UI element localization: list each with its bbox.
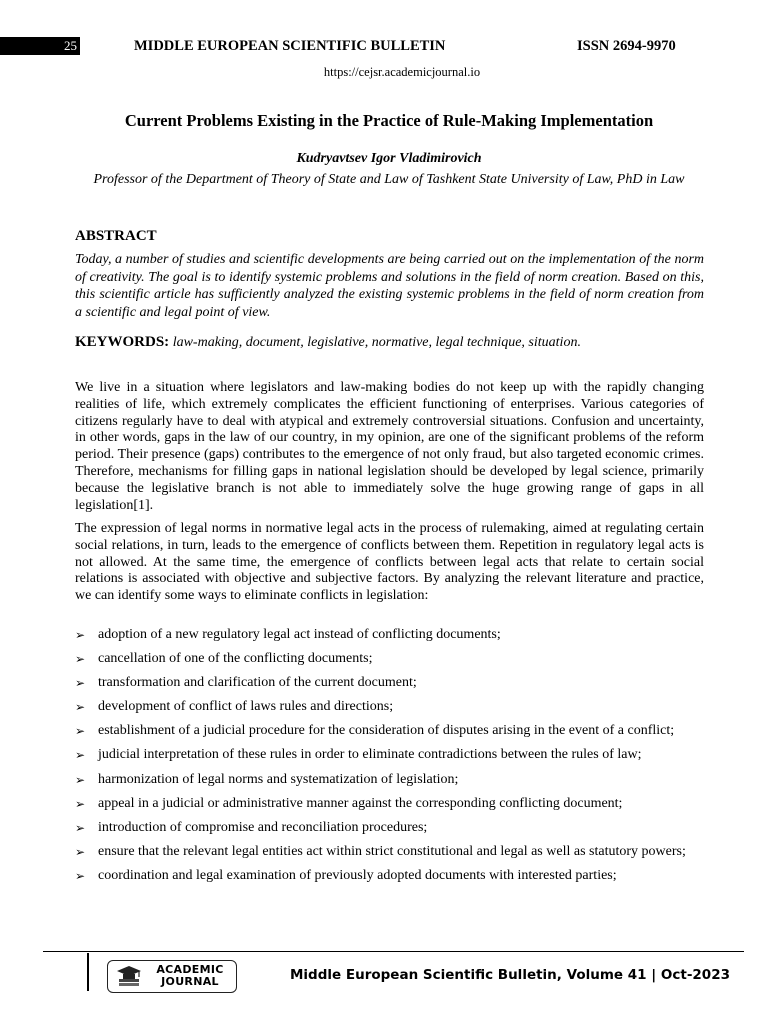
keywords-label: KEYWORDS: — [75, 334, 170, 350]
keywords-text: law-making, document, legislative, normative, legal technique, situation. — [172, 335, 581, 350]
list-item — [75, 820, 704, 837]
list-item-text: introduction of compromise and reconciliation procedures; — [98, 819, 428, 835]
footer-divider — [43, 951, 744, 952]
graduation-cap-icon — [116, 965, 142, 987]
list-item — [75, 627, 704, 644]
list-item — [75, 675, 704, 692]
list-item-text: coordination and legal examination of previously adopted documents with interested parties; — [98, 867, 617, 883]
page-number: 25 — [0, 37, 80, 55]
body-paragraph-1: We live in a situation where legislators and law-making bodies do not keep up with the rapidly changing realities of life, which extremely complicates the efficient functioning of enterprises. Various categories of citizens regularly have to deal with atypical and extremely controversial situations. Confusion and uncertainty, in other words, gaps in the law of our country, in my opinion, are one of the significant problems of the reform period. Their presence (gaps) contributes to the emergence of not only fraud, but also targeted economic crimes. Therefore, mechanisms for filling gaps in national legislation should be developed by legal science, primarily because the legislative branch is not able to immediately solve the huge growing range of gaps in all legislation[1]. — [75, 380, 704, 513]
list-item — [75, 651, 704, 668]
list-item — [75, 723, 704, 740]
list-item-text: harmonization of legal norms and systematization of legislation; — [98, 771, 459, 787]
arrow-bullet-icon: ➢ — [75, 868, 86, 883]
list-item-text: transformation and clarification of the current document; — [98, 675, 417, 691]
author-name: Kudryavtsev Igor Vladimirovich — [296, 151, 482, 166]
arrow-bullet-icon: ➢ — [75, 748, 86, 763]
arrow-bullet-icon: ➢ — [75, 772, 86, 787]
arrow-bullet-icon: ➢ — [75, 652, 86, 667]
arrow-bullet-icon: ➢ — [75, 820, 86, 835]
list-item-text: adoption of a new regulatory legal act instead of conflicting documents; — [98, 627, 501, 642]
arrow-bullet-icon: ➢ — [75, 628, 86, 642]
conflict-elimination-list — [75, 627, 704, 892]
arrow-bullet-icon: ➢ — [75, 676, 86, 691]
list-item-text: establishment of a judicial procedure for the consideration of disputes arising in the event of a conflict; — [98, 723, 675, 739]
abstract-heading: ABSTRACT — [75, 228, 157, 244]
article-title: Current Problems Existing in the Practice of Rule-Making Implementation — [124, 111, 654, 130]
journal-url[interactable]: https://cejsr.academicjournal.io — [323, 65, 481, 79]
logo-text — [148, 964, 232, 988]
arrow-bullet-icon: ➢ — [75, 700, 86, 715]
list-item — [75, 844, 704, 861]
issn: ISSN 2694-9970 — [577, 38, 676, 54]
list-item-text: development of conflict of laws rules and directions; — [98, 699, 394, 715]
logo-line-1: ACADEMIC — [156, 963, 224, 976]
list-item-text: cancellation of one of the conflicting documents; — [98, 651, 373, 667]
arrow-bullet-icon: ➢ — [75, 724, 86, 739]
abstract-text: Today, a number of studies and scientific developments are being carried out on the implementation of the norm of creativity. The goal is to identify systemic problems and solutions in the field of norm creation. Based on this, this scientific article has sufficiently analyzed the existing systemic problems in the field of norm creation from a scientific and legal point of view. — [75, 252, 704, 320]
list-item — [75, 747, 704, 764]
list-item — [75, 868, 704, 885]
list-item-text: ensure that the relevant legal entities act within strict constitutional and legal as well as statutory powers; — [98, 843, 686, 859]
list-item-text: judicial interpretation of these rules in order to eliminate contradictions between the rules of law; — [98, 747, 642, 763]
author-affiliation: Professor of the Department of Theory of State and Law of Tashkent State University of Law, PhD in Law — [93, 172, 685, 187]
list-item-text: appeal in a judicial or administrative manner against the corresponding conflicting document; — [98, 795, 623, 811]
list-item — [75, 772, 704, 789]
footer-citation: Middle European Scientific Bulletin, Volume 41 | Oct-2023 — [290, 967, 730, 983]
list-item — [75, 699, 704, 716]
list-item — [75, 796, 704, 813]
academic-journal-logo — [107, 960, 237, 993]
keywords — [75, 333, 704, 352]
arrow-bullet-icon: ➢ — [75, 844, 86, 859]
body-paragraph-2: The expression of legal norms in normative legal acts in the process of rulemaking, aimed at regulating certain social relations, in turn, leads to the emergence of conflicts between them. Repetition in regulatory legal acts is not allowed. At the same time, the emergence of conflicts between legal acts that relate to certain social relations is associated with objective and subjective factors. By analyzing the relevant literature and practice, we can identify some ways to eliminate conflicts in legislation: — [75, 521, 704, 604]
logo-line-2: JOURNAL — [161, 975, 219, 988]
journal-name: MIDDLE EUROPEAN SCIENTIFIC BULLETIN — [134, 38, 446, 54]
arrow-bullet-icon: ➢ — [75, 796, 86, 811]
footer-vertical-rule — [87, 953, 89, 991]
